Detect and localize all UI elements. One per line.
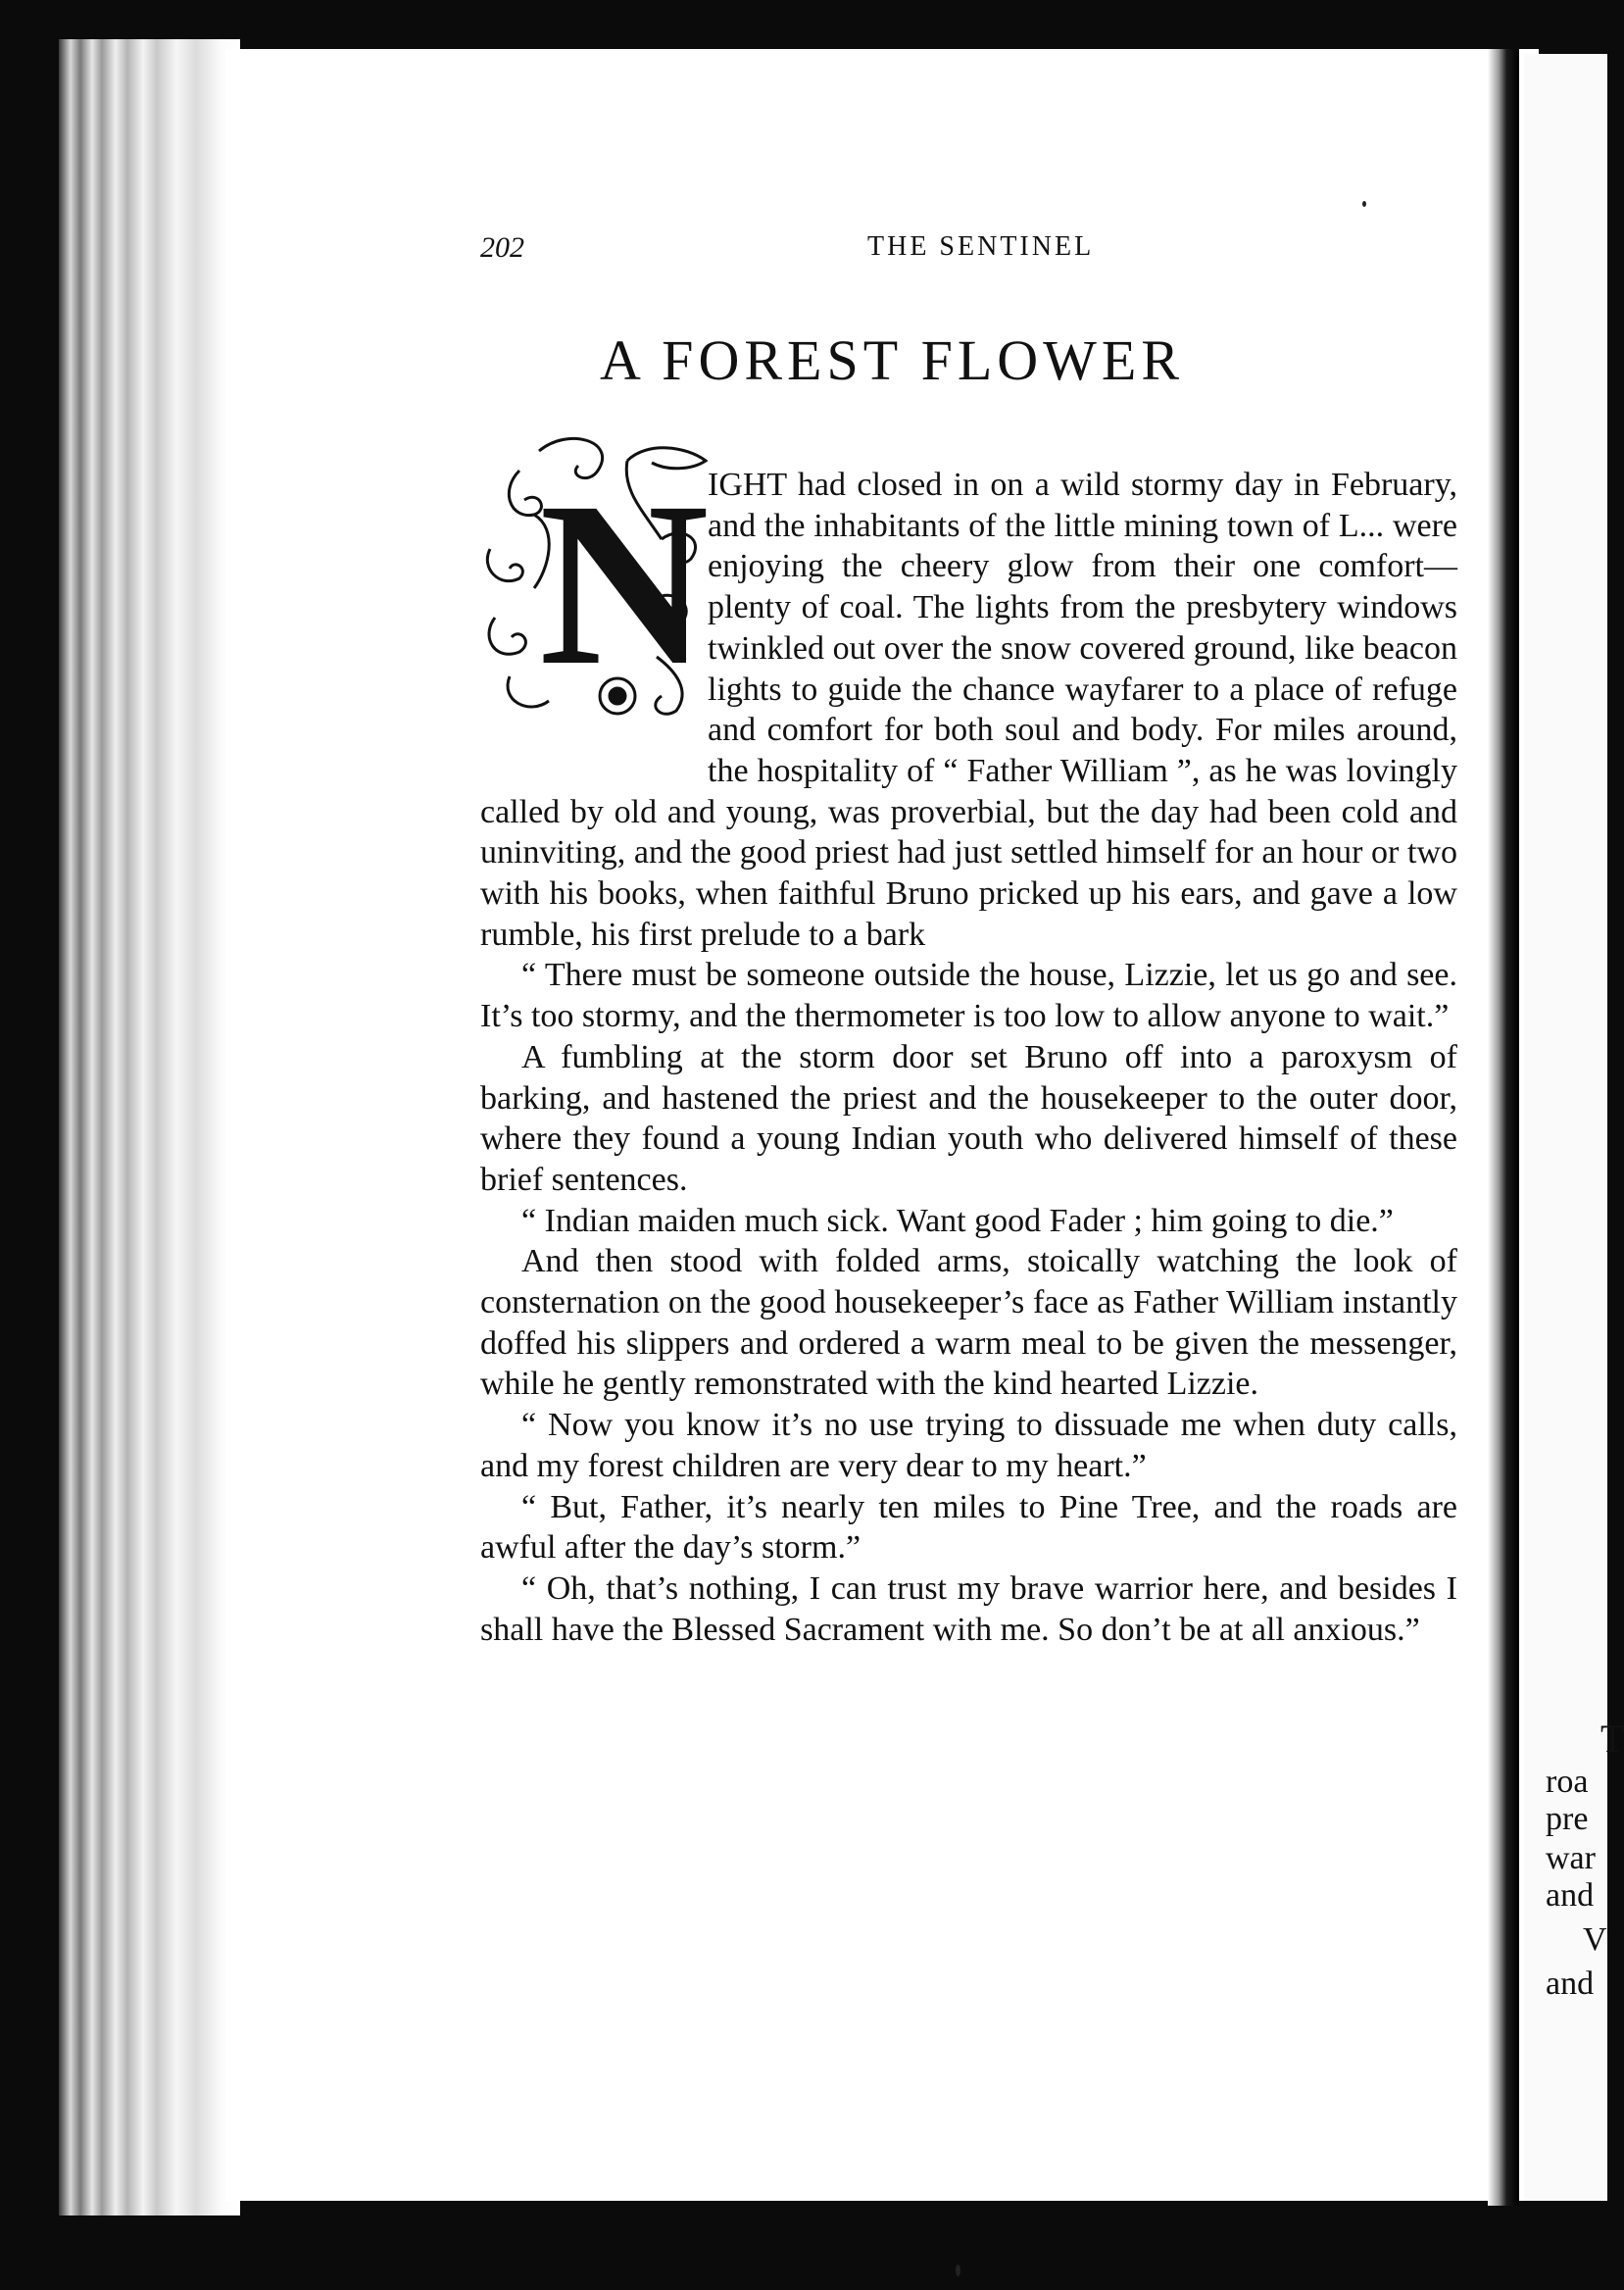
facing-page — [1524, 54, 1624, 2201]
paragraph: And then stood with folded arms, stoically watching the look of consternation on the good housekeeper’s face as Father William instantly doffed his slippers and ordered a warm meal to be given the messenger, while he gently remonstrated with the kind hearted Lizzie. — [480, 1243, 1457, 1403]
paragraph: A fumbling at the storm door set Bruno off into a paroxysm of barking, and hastened the priest and the housekeeper to the outer door, where they found a young Indian youth who delivered himself of these brief sentences. — [480, 1038, 1457, 1198]
running-title: THE SENTINEL — [867, 231, 1095, 262]
paragraph: IGHT had closed in on a wild stormy day in February, and the inhabitants of the little mining town of L... were enjoying the cheery glow from their one comfort—plenty of coal. The lights from the presbytery windows twinkled out over the snow covered ground, like beacon lights to guide the chance wayfarer to a place of refuge and comfort for both soul and body. For miles around, the hospitality of “ Father William ”, as he was lovingly called by old and young, was proverbial, but the day had been cold and uninviting, and the good priest had just settled himself for an hour or two with his books, when faithful Bruno pricked up his ears, and gave a low rumble, his first prelude to a bark — [480, 467, 1457, 953]
page-number: 202 — [480, 231, 524, 264]
page-header — [480, 231, 1186, 271]
paragraph: “ Now you know it’s no use trying to dissuade me when duty calls, and my forest children are very dear to my heart.” — [480, 1407, 1457, 1484]
paragraph: “ Indian maiden much sick. Want good Fader ; him going to die.” — [521, 1202, 1394, 1239]
facing-fragment: T — [1600, 1717, 1624, 1761]
print-speck — [956, 2265, 960, 2276]
article-title: A FOREST FLOWER — [600, 328, 1185, 392]
facing-fragment: and — [1546, 1877, 1595, 1914]
paragraph: “ But, Father, it’s nearly ten miles to Pine Tree, and the roads are awful after the day’s storm.” — [480, 1488, 1457, 1567]
facing-fragment: V — [1583, 1921, 1607, 1958]
page-stack-edge — [59, 39, 240, 2215]
paragraph: “ Oh, that’s nothing, I can trust my brave warrior here, and besides I shall have the Blessed Sacrament with me. So don’t be at all anxious.” — [480, 1569, 1457, 1648]
facing-fragment: roa — [1546, 1764, 1589, 1800]
facing-fragment: war — [1546, 1840, 1596, 1876]
book-gutter — [1488, 49, 1519, 2206]
print-speck — [1362, 201, 1366, 207]
article-body — [480, 453, 1457, 1650]
drop-cap-letter: N — [539, 453, 710, 714]
facing-fragment: pre — [1546, 1801, 1589, 1837]
paragraph: “ There must be someone outside the house, Lizzie, let us go and see. It’s too stormy, and the thermometer is too low to allow anyone to wait.” — [480, 957, 1457, 1035]
facing-fragment: and — [1546, 1966, 1595, 2002]
drop-cap-space — [480, 465, 704, 751]
